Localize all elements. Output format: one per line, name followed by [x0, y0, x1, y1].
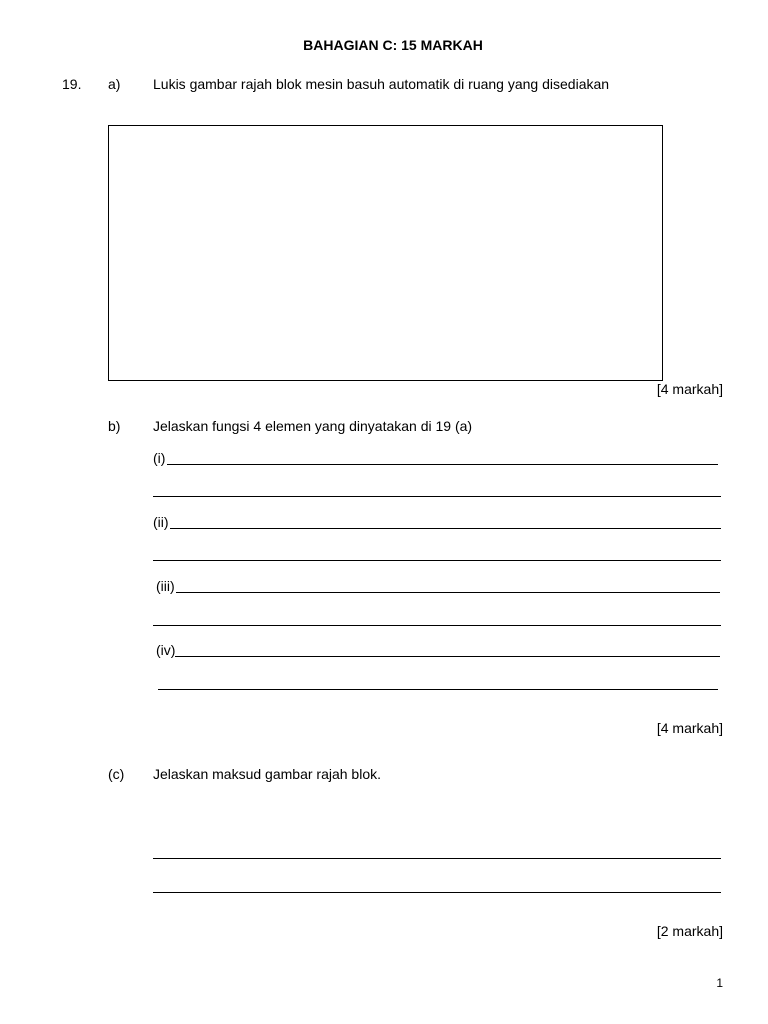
item-label-i: (i) — [153, 450, 166, 466]
section-title: BAHAGIAN C: 15 MARKAH — [303, 37, 483, 53]
item-label-iii: (iii) — [156, 578, 175, 594]
page-number: 1 — [716, 976, 723, 990]
answer-line-i-1[interactable] — [167, 464, 718, 465]
answer-line-i-2[interactable] — [153, 496, 721, 497]
part-c-text: Jelaskan maksud gambar rajah blok. — [153, 766, 382, 782]
answer-line-c-1[interactable] — [153, 858, 721, 859]
part-a-label: a) — [108, 76, 121, 92]
part-c-label: (c) — [108, 766, 125, 782]
item-label-iv: (iv) — [156, 642, 176, 658]
answer-line-ii-2[interactable] — [153, 560, 721, 561]
part-b-label: b) — [108, 418, 121, 434]
part-a-marks: [4 markah] — [656, 381, 723, 397]
answer-line-c-2[interactable] — [153, 892, 721, 893]
part-b-text: Jelaskan fungsi 4 elemen yang dinyatakan di 19 (a) — [153, 418, 473, 434]
answer-line-iii-1[interactable] — [176, 592, 720, 593]
item-label-ii: (ii) — [153, 514, 169, 530]
answer-line-iv-2[interactable] — [158, 689, 718, 690]
part-b-marks: [4 markah] — [656, 720, 723, 736]
answer-line-ii-1[interactable] — [170, 528, 721, 529]
part-a-text: Lukis gambar rajah blok mesin basuh automatik di ruang yang disediakan — [153, 76, 610, 92]
answer-line-iii-2[interactable] — [153, 625, 721, 626]
part-c-marks: [2 markah] — [656, 923, 723, 939]
question-number: 19. — [62, 76, 82, 92]
answer-line-iv-1[interactable] — [175, 656, 720, 657]
drawing-answer-box[interactable] — [108, 125, 663, 381]
